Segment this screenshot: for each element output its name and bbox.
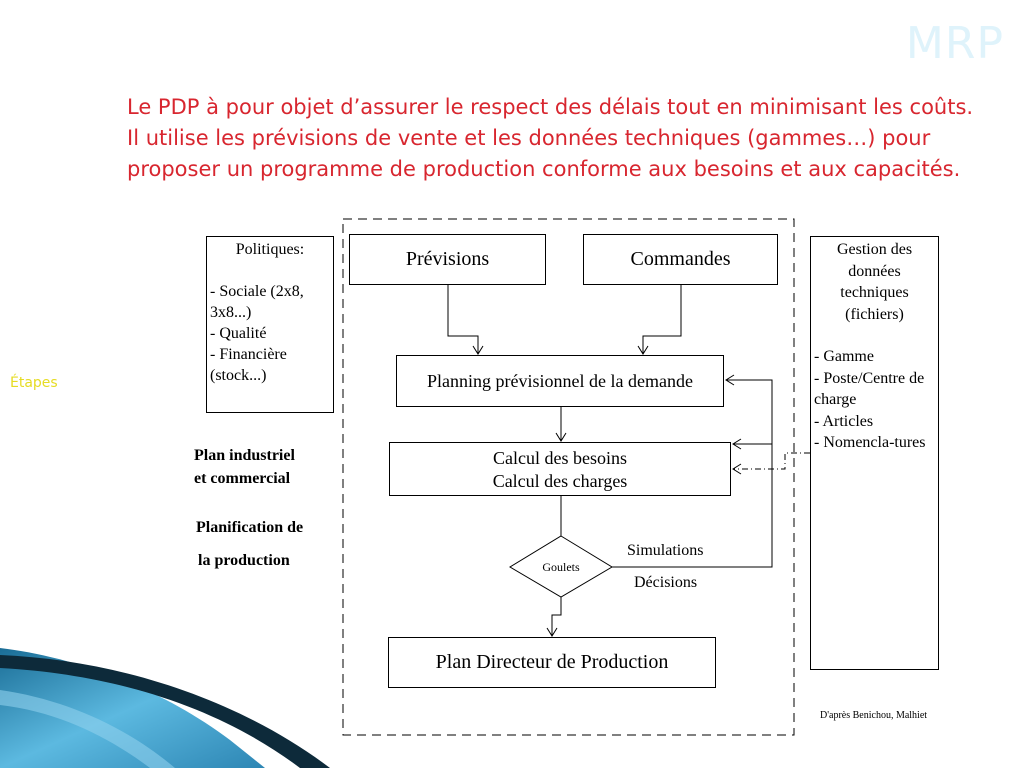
politiques-item: - Qualité (210, 325, 267, 342)
gestion-box (810, 236, 939, 670)
commandes-box: Commandes (583, 234, 778, 285)
planification-label-2: la production (198, 552, 290, 569)
credit-note: D'après Benichou, Malhiet (820, 710, 928, 721)
simulations-label: Simulations (627, 542, 704, 559)
politiques-item: - Financière (stock...) (210, 346, 287, 384)
previsions-box: Prévisions (349, 234, 546, 285)
intro-line-2: Il utilise les prévisions de vente et les données techniques (gammes…) pour proposer un programme de production conforme aux besoins et aux capacités. (127, 126, 961, 181)
calcul-besoins-label: Calcul des besoins (493, 448, 627, 468)
planning-box: Planning prévisionnel de la demande (396, 355, 724, 407)
etapes-label: Étapes (10, 375, 58, 391)
plan-industriel-label (194, 444, 295, 490)
pdp-box: Plan Directeur de Production (388, 637, 716, 688)
gestion-title-line: (fichiers) (845, 305, 904, 323)
goulets-label: Goulets (542, 559, 580, 574)
politiques-item: - Sociale (2x8, 3x8...) (210, 283, 304, 321)
slide-title: MRP (905, 18, 1004, 69)
intro-text (127, 92, 997, 185)
calcul-box (389, 442, 731, 496)
politiques-box (206, 236, 334, 413)
plan-industriel-line: et commercial (194, 470, 291, 487)
corner-wave-decoration (0, 648, 330, 768)
gestion-item: - Gamme (814, 348, 874, 365)
gestion-title-line: Gestion des (836, 241, 913, 258)
gestion-title-line: données (848, 262, 901, 280)
politiques-title: Politiques: (235, 241, 305, 258)
gestion-item: - Nomencla-tures (814, 434, 926, 451)
gestion-item: - Poste/Centre de charge (814, 369, 925, 408)
gestion-item: - Articles (814, 412, 874, 430)
calcul-charges-label: Calcul des charges (492, 471, 628, 491)
planification-label-1: Planification de (196, 519, 304, 536)
gestion-title-line: techniques (840, 284, 909, 301)
intro-line-1: Le PDP à pour objet d’assurer le respect des délais tout en minimisant les coûts. (127, 95, 974, 119)
decisions-label: Décisions (634, 574, 698, 591)
plan-industriel-line: Plan industriel (194, 447, 295, 464)
